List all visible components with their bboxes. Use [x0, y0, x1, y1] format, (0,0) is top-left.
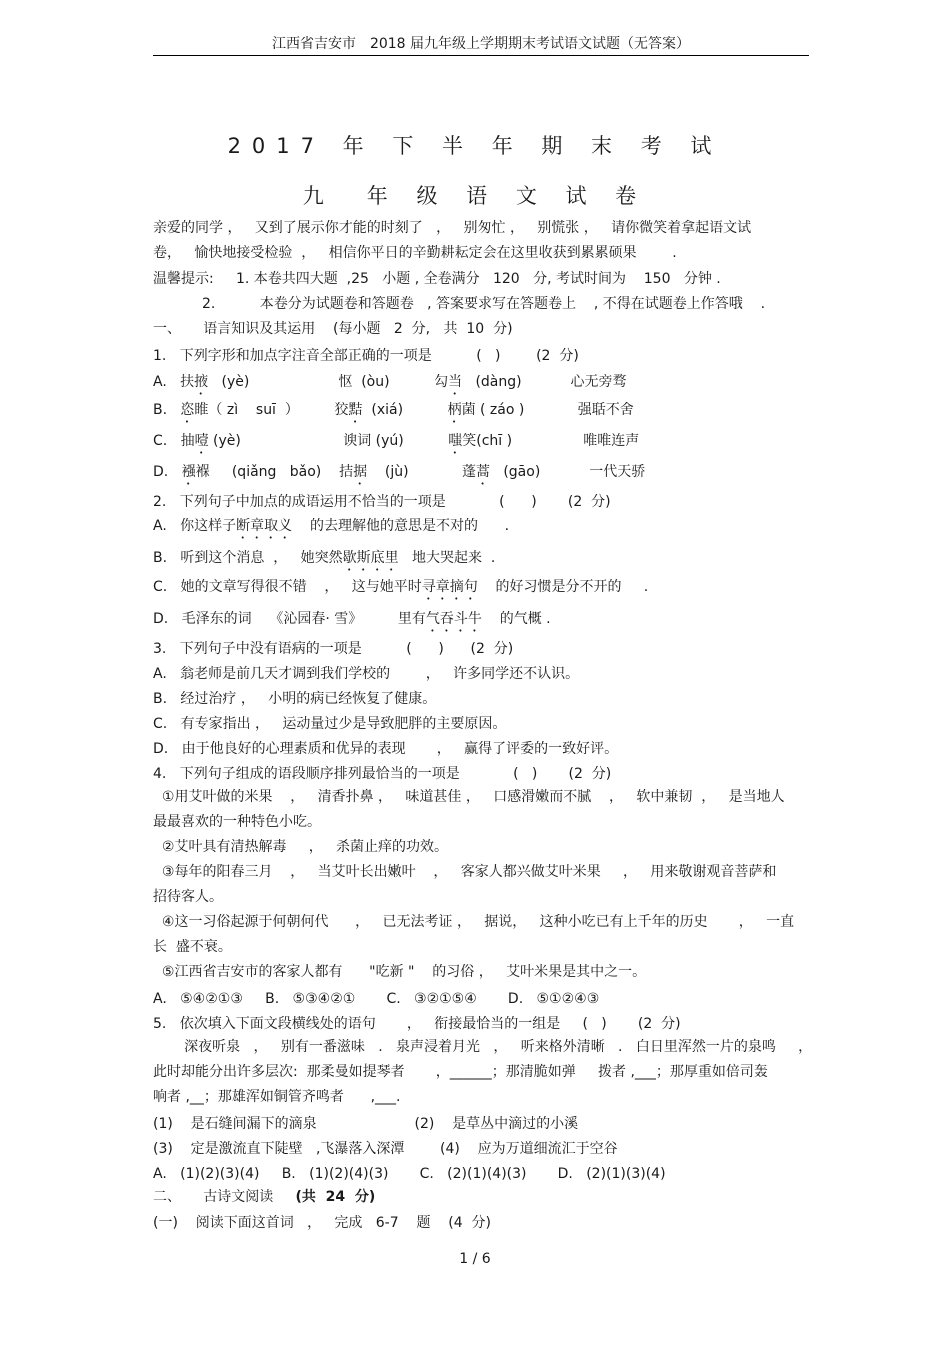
q4-sentence-3: ③每年的阳春三月 ， 当艾叶长出嫩叶 ， 客家人都兴做艾叶米果 ， 用来敬谢观音菩萨和 [153, 864, 777, 880]
q3-option-a: A. 翁老师是前几天才调到我们学校的 ， 许多同学还不认识。 [153, 666, 580, 682]
q4-options: A. ⑤④②①③ B. ⑤③④②① C. ③②①⑤④ D. ⑤①②④③ [153, 991, 600, 1007]
tips-line-1: 温馨提示: 1. 本卷共四大题 ,25 小题 , 全卷满分 120 分, 考试时间为 150 分钟 . [153, 271, 721, 287]
q4-stem: 4. 下列句子组成的语段顺序排列最恰当的一项是 ( ) (2 分) [153, 766, 612, 782]
header-divider [153, 55, 809, 56]
exam-title-line2: 九 年 级 语 文 试 卷 [302, 184, 648, 208]
q1-option-a: A. 扶掖 (yè) 怄 (òu) 勾当 (dàng) 心无旁骛 [153, 374, 627, 390]
q4-sentence-5: ⑤江西省吉安市的客家人都有 "吃新 " 的习俗 ， 艾叶米果是其中之一。 [153, 964, 647, 980]
q4-sentence-1: ①用艾叶做的米果 ， 清香扑鼻 ， 味道甚佳 ， 口感滑嫩而不腻 ， 软中兼韧 ， 是当地人 [153, 789, 785, 805]
q1-option-b: B. 恣睢（ zì suī ） 狡黠 (xiá) 柄菌 ( záo ) 强聒不舍 [153, 402, 634, 418]
q5-options: A. (1)(2)(3)(4) B. (1)(2)(4)(3) C. (2)(1)(4)(3) D. (2)(1)(3)(4) [153, 1166, 666, 1182]
q3-option-b: B. 经过治疗 ， 小明的病已经恢复了健康。 [153, 691, 437, 707]
part1-heading: (一) 阅读下面这首词 ， 完成 6-7 题 (4 分) [153, 1215, 491, 1231]
q2-option-c: C. 她的文章写得很不错 ， 这与她平时寻章摘句 的好习惯是分不开的 . [153, 579, 649, 595]
section2-heading: 二、 古诗文阅读 (共 24 分) [153, 1189, 376, 1205]
q3-stem: 3. 下列句子中没有语病的一项是 ( ) (2 分) [153, 641, 514, 657]
section1-heading: 一、 语言知识及其运用 (每小题 2 分, 共 10 分) [153, 321, 513, 337]
q2-option-a: A. 你这样子断章取义 的去理解他的意思是不对的 . [153, 518, 510, 534]
q5-passage-3: 响者 ,__；那雄浑如铜管齐鸣者 ,___. [153, 1089, 401, 1105]
q4-sentence-3-cont: 招待客人。 [153, 889, 223, 905]
intro-line-2: 卷， 愉快地接受检验 ， 相信你平日的辛勤耕耘定会在这里收获到累累硕果 . [153, 245, 677, 261]
intro-line-1: 亲爱的同学 ， 又到了展示你才能的时刻了 ， 别匆忙 ， 别慌张 ， 请你微笑着拿起语文试 [153, 220, 752, 236]
q2-option-d: D. 毛泽东的词 《沁园春· 雪》 里有气吞斗牛 的气概 . [153, 611, 551, 627]
q4-sentence-1-cont: 最最喜欢的一种特色小吃。 [153, 814, 321, 830]
q5-passage-2: 此时却能分出许多层次: 那柔曼如提琴者 ，______；那清脆如弹 拨者 ,___；那厚重如倍司轰 [153, 1064, 768, 1080]
q2-option-b: B. 听到这个消息 ， 她突然歇斯底里 地大哭起来 . [153, 550, 496, 566]
q4-sentence-2: ②艾叶具有清热解毒 ， 杀菌止痒的功效。 [153, 839, 449, 855]
q1-option-d: D. 襁褓 (qiǎng bǎo) 拮据 (jù) 蓬蒿 (gāo) 一代天骄 [153, 464, 646, 480]
q5-choices-1: (1) 是石缝间漏下的滴泉 (2) 是草丛中滴过的小溪 [153, 1116, 579, 1132]
q1-stem: 1. 下列字形和加点字注音全部正确的一项是 ( ) (2 分) [153, 348, 579, 364]
q1-option-c: C. 抽噎 (yè) 谀词 (yú) 嗤笑(chī ) 唯唯连声 [153, 433, 640, 449]
q5-choices-2: (3) 定是激流直下陡壁 ,飞瀑落入深潭 (4) 应为万道细流汇于空谷 [153, 1141, 618, 1157]
q4-sentence-4-cont: 长 盛不衰。 [153, 939, 232, 955]
q2-stem: 2. 下列句子中加点的成语运用不恰当的一项是 ( ) (2 分) [153, 494, 611, 510]
page-header: 江西省吉安市 2018 届九年级上学期期末考试语文试题（无答案） [271, 36, 691, 52]
q5-stem: 5. 依次填入下面文段横线处的语句 ， 衔接最恰当的一组是 ( ) (2 分) [153, 1016, 681, 1032]
exam-title-line1: 2017 年 下 半 年 期 末 考 试 [227, 134, 723, 158]
tips-line-2: 2. 本卷分为试题卷和答题卷 , 答案要求写在答题卷上 , 不得在试题卷上作答哦 . [153, 296, 766, 312]
q3-option-c: C. 有专家指出 ， 运动量过少是导致肥胖的主要原因。 [153, 716, 507, 732]
q5-passage-1: 深夜听泉 ， 别有一番滋味 . 泉声浸着月光 ， 听来格外清晰 . 白日里浑然一片的泉鸣 ， [153, 1039, 813, 1055]
q3-option-d: D. 由于他良好的心理素质和优异的表现 ， 赢得了评委的一致好评。 [153, 741, 619, 757]
q4-sentence-4: ④这一习俗起源于何朝何代 ， 已无法考证 ， 据说， 这种小吃已有上千年的历史 ， 一直 [153, 914, 795, 930]
page-number: 1 / 6 [459, 1251, 491, 1267]
